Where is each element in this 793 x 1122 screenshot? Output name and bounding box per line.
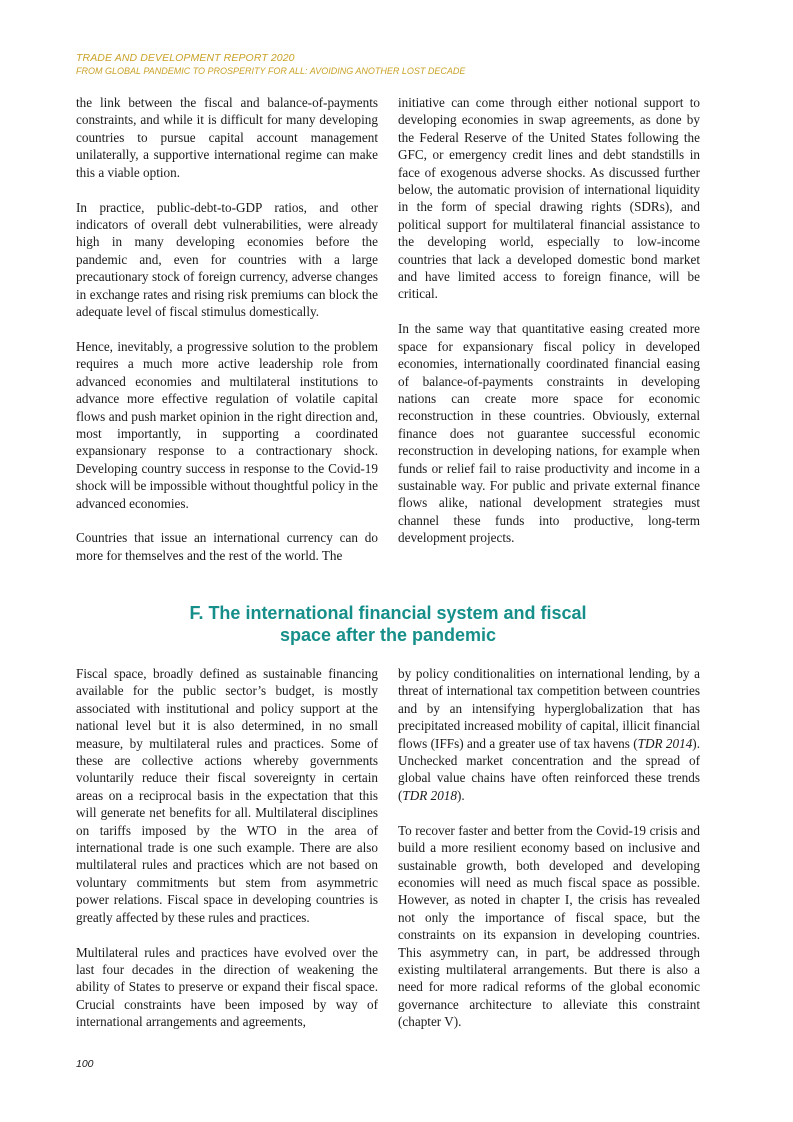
citation-tdr-2014: TDR 2014 xyxy=(637,735,693,751)
top-right-column xyxy=(398,94,700,564)
paragraph xyxy=(398,665,700,804)
section-heading-line2: space after the pandemic xyxy=(279,624,497,645)
page-number: 100 xyxy=(76,1058,94,1070)
top-left-column xyxy=(76,94,378,564)
paragraph: the link between the fiscal and balance-of-payments constraints, and while it is difficult for many developing countries to pursue capital account management unilaterally, a supportive international regime can make this a viable option. xyxy=(76,95,378,180)
top-columns xyxy=(76,94,700,564)
paragraph: In practice, public-debt-to-GDP ratios, and other indicators of overall debt vulnerabilities, were already high in many developing economies before the pandemic and, even for countries with a large precautionary stock of foreign currency, adverse changes in exchange rates and rising risk premiums can block the adequate level of fiscal stimulus domestically. xyxy=(76,199,378,319)
paragraph: Hence, inevitably, a progressive solution to the problem requires a much more active leadership role from advanced economies and multilateral institutions to advance more effective regulation of volatile capital flows and push market opinion in the right direction and, most importantly, in supporting a coordinated expansionary response to a contractionary shock. Developing country success in response to the Covid-19 shock will be impossible without thoughtful policy in the advanced economies. xyxy=(76,338,378,511)
paragraph: To recover faster and better from the Covid-19 crisis and build a more resilient economy based on inclusive and sustainable growth, both developed and developing economies will need as much fiscal space as possible. However, as noted in chapter I, the crisis has revealed not only the importance of fiscal space, but the constraints on its expansion in developing countries. This asymmetry can, in part, be addressed through existing multilateral arrangements. But there is also a need for more radical reforms of the global economic governance architecture to alleviate this constraint (chapter V). xyxy=(398,822,700,1030)
running-header xyxy=(76,52,716,78)
report-subtitle: FROM GLOBAL PANDEMIC TO PROSPERITY FOR ALL: AVOIDING ANOTHER LOST DECADE xyxy=(76,66,466,76)
section-heading xyxy=(76,602,700,646)
report-title: TRADE AND DEVELOPMENT REPORT 2020 xyxy=(76,52,295,64)
text-run: by policy conditionalities on international lending, by a threat of international tax competition between countries and by an intensifying hyperglobalization that has precipitated increased mobility of capital, illicit financial flows (IFFs) and a greater use of tax havens ( xyxy=(398,666,700,751)
paragraph: Multilateral rules and practices have evolved over the last four decades in the direction of weakening the ability of States to preserve or expand their fiscal space. Crucial constraints have been imposed by way of international arrangements and agreements, xyxy=(76,944,378,1030)
section-heading-line1: F. The international financial system and fiscal xyxy=(189,602,587,623)
text-run: ). xyxy=(457,787,465,803)
paragraph: Countries that issue an international currency can do more for themselves and the rest of the world. The xyxy=(76,530,378,563)
bottom-left-column xyxy=(76,665,378,1031)
text-run: ). Unchecked market concentration and the spread of global value chains have often reinforced these trends ( xyxy=(398,735,700,803)
citation-tdr-2018: TDR 2018 xyxy=(402,787,457,803)
bottom-right-column xyxy=(398,665,700,1031)
paragraph: In the same way that quantitative easing created more space for expansionary fiscal policy in developed economies, internationally coordinated financial easing of balance-of-payments constraints in developing nations can create more space for economic reconstruction in these countries. Obviously, external finance does not guarantee successful economic reconstruction in developing nations, for example when funds or relief fail to raise productivity and income in a sustainable way. For public and private external finance flows alike, national development strategies must channel these funds into productive, long-term development projects. xyxy=(398,321,700,546)
paragraph: Fiscal space, broadly defined as sustainable financing available for the public sector’s budget, is mostly associated with institutional and policy support at the national level but it is also determined, in no small measure, by multilateral rules and practices. Some of these are collective actions whereby governments voluntarily reduce their fiscal sovereignty in certain areas on a reciprocal basis in the expectation that this will generate net benefits for all. Multilateral disciplines on tariffs imposed by the WTO in the area of international trade is one such example. There are also multilateral rules and practices which are not based on voluntary commitments but stem from asymmetric power relations. Fiscal space in developing countries is greatly affected by these rules and practices. xyxy=(76,666,378,925)
bottom-columns xyxy=(76,665,700,1031)
paragraph: initiative can come through either notional support to developing economies in swap agreements, as done by the Federal Reserve of the United States following the GFC, or emergency credit lines and debt standstills in face of exogenous adverse shocks. As discussed further below, the automatic provision of international liquidity in the form of special drawing rights (SDRs), and political support for multilateral financial assistance to the developing world, especially to low-income countries that lack a developed domestic bond market and have limited access to foreign finance, will be critical. xyxy=(398,95,700,302)
